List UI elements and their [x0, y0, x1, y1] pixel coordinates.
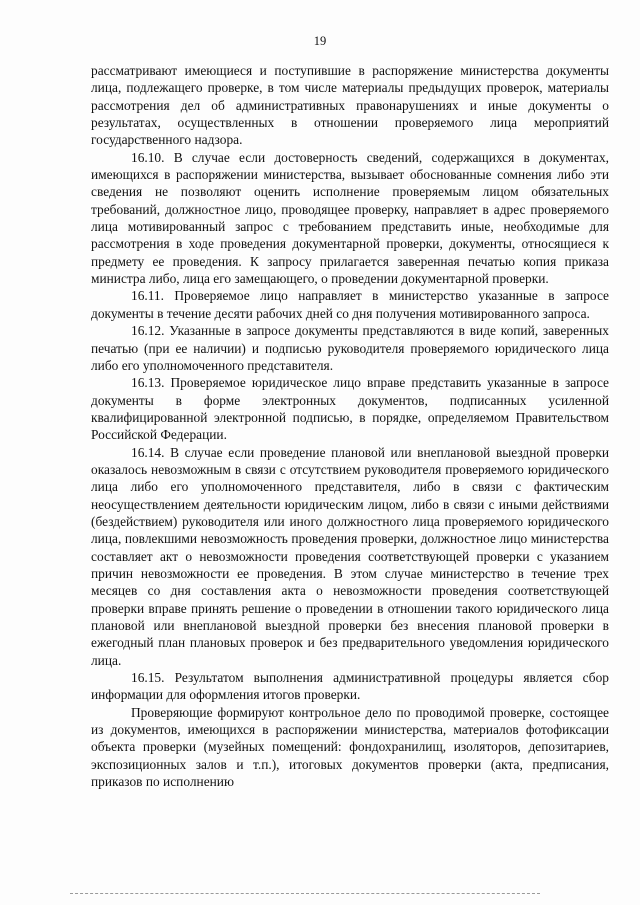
page-number: 19 [313, 34, 327, 48]
paragraph-control-file: Проверяющие формируют контрольное дело по проводимой проверке, состоящее из документов, имеющихся в распоряжении министерства, материалов фотофиксации объекта проверки (музейных помещений: фондохранилищ, изоляторов, депозитариев, экспозиционных залов и т.п.), итоговых документов проверки (акта, предписания, приказов по исполнению [91, 704, 609, 790]
paragraph-16-15: 16.15. Результатом выполнения административной процедуры является сбор информации для оформления итогов проверки. [91, 670, 609, 703]
paragraph-16-11: 16.11. Проверяемое лицо направляет в министерство указанные в запросе документы в течение десяти рабочих дней со дня получения мотивированного запроса. [91, 288, 609, 321]
scan-edge-artifact [70, 893, 540, 894]
paragraph-16-14: 16.14. В случае если проведение плановой или внеплановой выездной проверки оказалось невозможным в связи с отсутствием руководителя проверяемого юридического лица либо его уполномоченного представителя, либо в связи с фактическим неосуществлением деятельности юридическим лицом, либо в связи с иными действиями (бездействием) руководителя или иного должностного лица проверяемого юридического лица, повлекшими невозможность проведения проверки, должностное лицо министерства составляет акт о невозможности проведения соответствующей проверки с указанием причин невозможности ее проведения. В этом случае министерство в течение трех месяцев со дня составления акта о невозможности проведения соответствующей проверки вправе принять решение о проведении в отношении такого юридического лица плановой или внеплановой выездной проверки без внесения плановой проверки в ежегодный план плановых проверок и без предварительного уведомления юридического лица. [91, 444, 609, 668]
document-body [91, 62, 609, 790]
paragraph-continued: рассматривают имеющиеся и поступившие в распоряжение министерства документы лица, подлежащего проверке, в том числе материалы предыдущих проверок, материалы рассмотрения дел об административных правонарушениях и иные документы о результатах, осуществленных в отношении проверяемого лица мероприятий государственного надзора. [91, 63, 609, 148]
paragraph-16-13: 16.13. Проверяемое юридическое лицо вправе представить указанные в запросе документы в форме электронных документов, подписанных усиленной квалифицированной электронной подписью, в порядке, определяемом Правительством Российской Федерации. [91, 375, 609, 443]
paragraph-16-10: 16.10. В случае если достоверность сведений, содержащихся в документах, имеющихся в распоряжении министерства, вызывает обоснованные сомнения либо эти сведения не позволяют оценить исполнение проверяемым лицом обязательных требований, должностное лицо, проводящее проверку, направляет в адрес проверяемого лица мотивированный запрос с требованием представить иные, необходимые для рассмотрения в ходе проведения документарной проверки, документы, относящиеся к предмету ее проведения. К запросу прилагается заверенная печатью копия приказа министра либо, лица его замещающего, о проведении документарной проверки. [91, 149, 609, 287]
paragraph-16-12: 16.12. Указанные в запросе документы представляются в виде копий, заверенных печатью (при ее наличии) и подписью руководителя проверяемого юридического лица либо его уполномоченного представителя. [91, 323, 609, 373]
